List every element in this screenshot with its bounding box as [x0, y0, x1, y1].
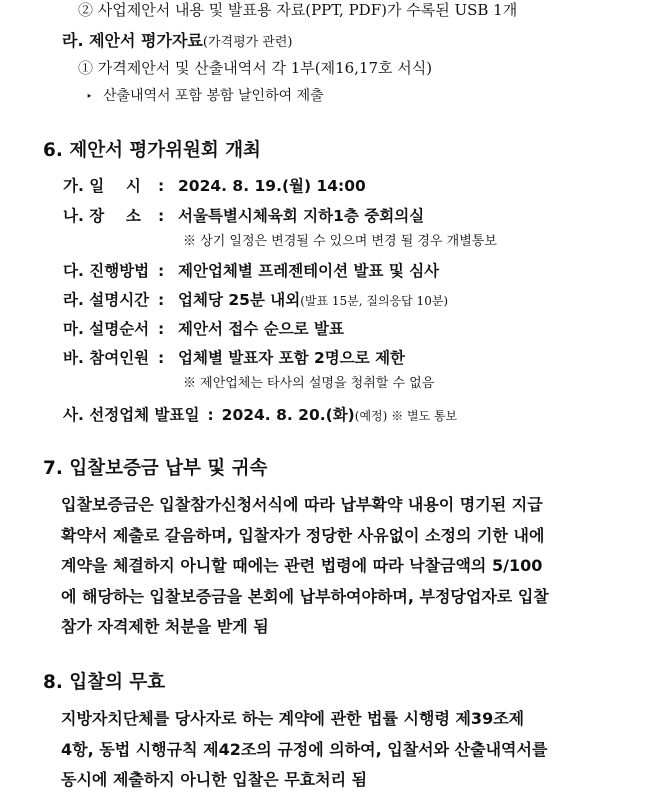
deposit-paragraph-line: 참가 자격제한 처분을 받게 됨 — [61, 617, 269, 636]
schedule-row-attendees — [63, 346, 405, 368]
row-value: 2024. 8. 20.(화) — [221, 406, 355, 424]
row-note: (발표 15분, 질의응답 10분) — [300, 294, 449, 308]
sealed-submission-line — [86, 88, 324, 105]
row-sep: : — [158, 291, 165, 309]
section7-heading: 7. 입찰보증금 납부 및 귀속 — [43, 458, 268, 479]
deposit-paragraph-line: 입찰보증금은 입찰참가신청서식에 따라 납부확약 내용이 명기된 지급 — [61, 495, 543, 514]
row-value: 업체별 발표자 포함 2명으로 제한 — [178, 349, 406, 367]
row-label: 라. 설명시간 — [63, 291, 150, 309]
row-value: 제안업체별 프레젠테이션 발표 및 심사 — [178, 262, 440, 280]
sealed-submission-text: 산출내역서 포함 봉함 날인하여 제출 — [102, 88, 324, 104]
usb-item-line: ② 사업제안서 내용 및 발표용 자료(PPT, PDF)가 수록된 USB 1개 — [78, 1, 518, 19]
schedule-row-duration — [63, 288, 448, 310]
schedule-row-place — [63, 204, 424, 226]
row-sep: : — [207, 406, 214, 424]
row-sep: : — [158, 177, 165, 195]
section6-heading: 6. 제안서 평가위원회 개최 — [43, 140, 261, 161]
row-value: 서울특별시체육회 지하1층 중회의실 — [178, 207, 425, 225]
price-eval-subtitle-bold: 라. 제안서 평가자료 — [62, 31, 203, 50]
schedule-row-order — [63, 317, 344, 339]
row-label: 마. 설명순서 — [63, 320, 150, 338]
schedule-row-date — [63, 174, 366, 196]
row-label: 가. 일 시 — [63, 177, 141, 195]
invalid-bid-paragraph-line: 동시에 제출하지 아니한 입찰은 무효처리 됨 — [61, 770, 368, 789]
row-sep: : — [158, 207, 165, 225]
section8-heading: 8. 입찰의 무효 — [43, 672, 166, 693]
schedule-row-announcement — [63, 403, 457, 425]
schedule-change-notice: ※ 상기 일정은 변경될 수 있으며 변경 될 경우 개별통보 — [183, 234, 497, 249]
price-proposal-line: ① 가격제안서 및 산출내역서 각 1부(제16,17호 서식) — [78, 59, 433, 77]
price-eval-subtitle — [62, 31, 293, 51]
schedule-row-method — [63, 259, 439, 281]
bullet-icon: ‣ — [86, 90, 93, 103]
invalid-bid-paragraph-line: 지방자치단체를 당사자로 하는 계약에 관한 법률 시행령 제39조제 — [61, 709, 525, 728]
price-eval-subtitle-note: (가격평가 관련) — [202, 35, 293, 50]
row-label: 바. 참여인원 — [63, 349, 150, 367]
row-label: 사. 선정업체 발표일 — [63, 406, 200, 424]
row-label: 다. 진행방법 — [63, 262, 150, 280]
row-value: 2024. 8. 19.(월) 14:00 — [178, 177, 366, 195]
invalid-bid-paragraph-line: 4항, 동법 시행규칙 제42조의 규정에 의하여, 입찰서와 산출내역서를 — [61, 740, 548, 759]
row-value: 제안서 접수 순으로 발표 — [178, 320, 344, 338]
row-sep: : — [158, 262, 165, 280]
row-label: 나. 장 소 — [63, 207, 141, 225]
deposit-paragraph-line: 에 해당하는 입찰보증금을 본회에 납부하여야하며, 부정당업자로 입찰 — [61, 587, 549, 606]
row-value: 업체당 25분 내외 — [178, 291, 301, 309]
row-note: (예정) ※ 별도 통보 — [354, 409, 458, 423]
deposit-paragraph-line: 계약을 체결하지 아니할 때에는 관련 법령에 따라 낙찰금액의 5/100 — [61, 556, 543, 575]
row-sep: : — [158, 349, 165, 367]
row-sep: : — [158, 320, 165, 338]
attendance-notice: ※ 제안업체는 타사의 설명을 청취할 수 없음 — [183, 376, 435, 391]
deposit-paragraph-line: 확약서 제출로 갈음하며, 입찰자가 정당한 사유없이 소정의 기한 내에 — [61, 526, 545, 545]
